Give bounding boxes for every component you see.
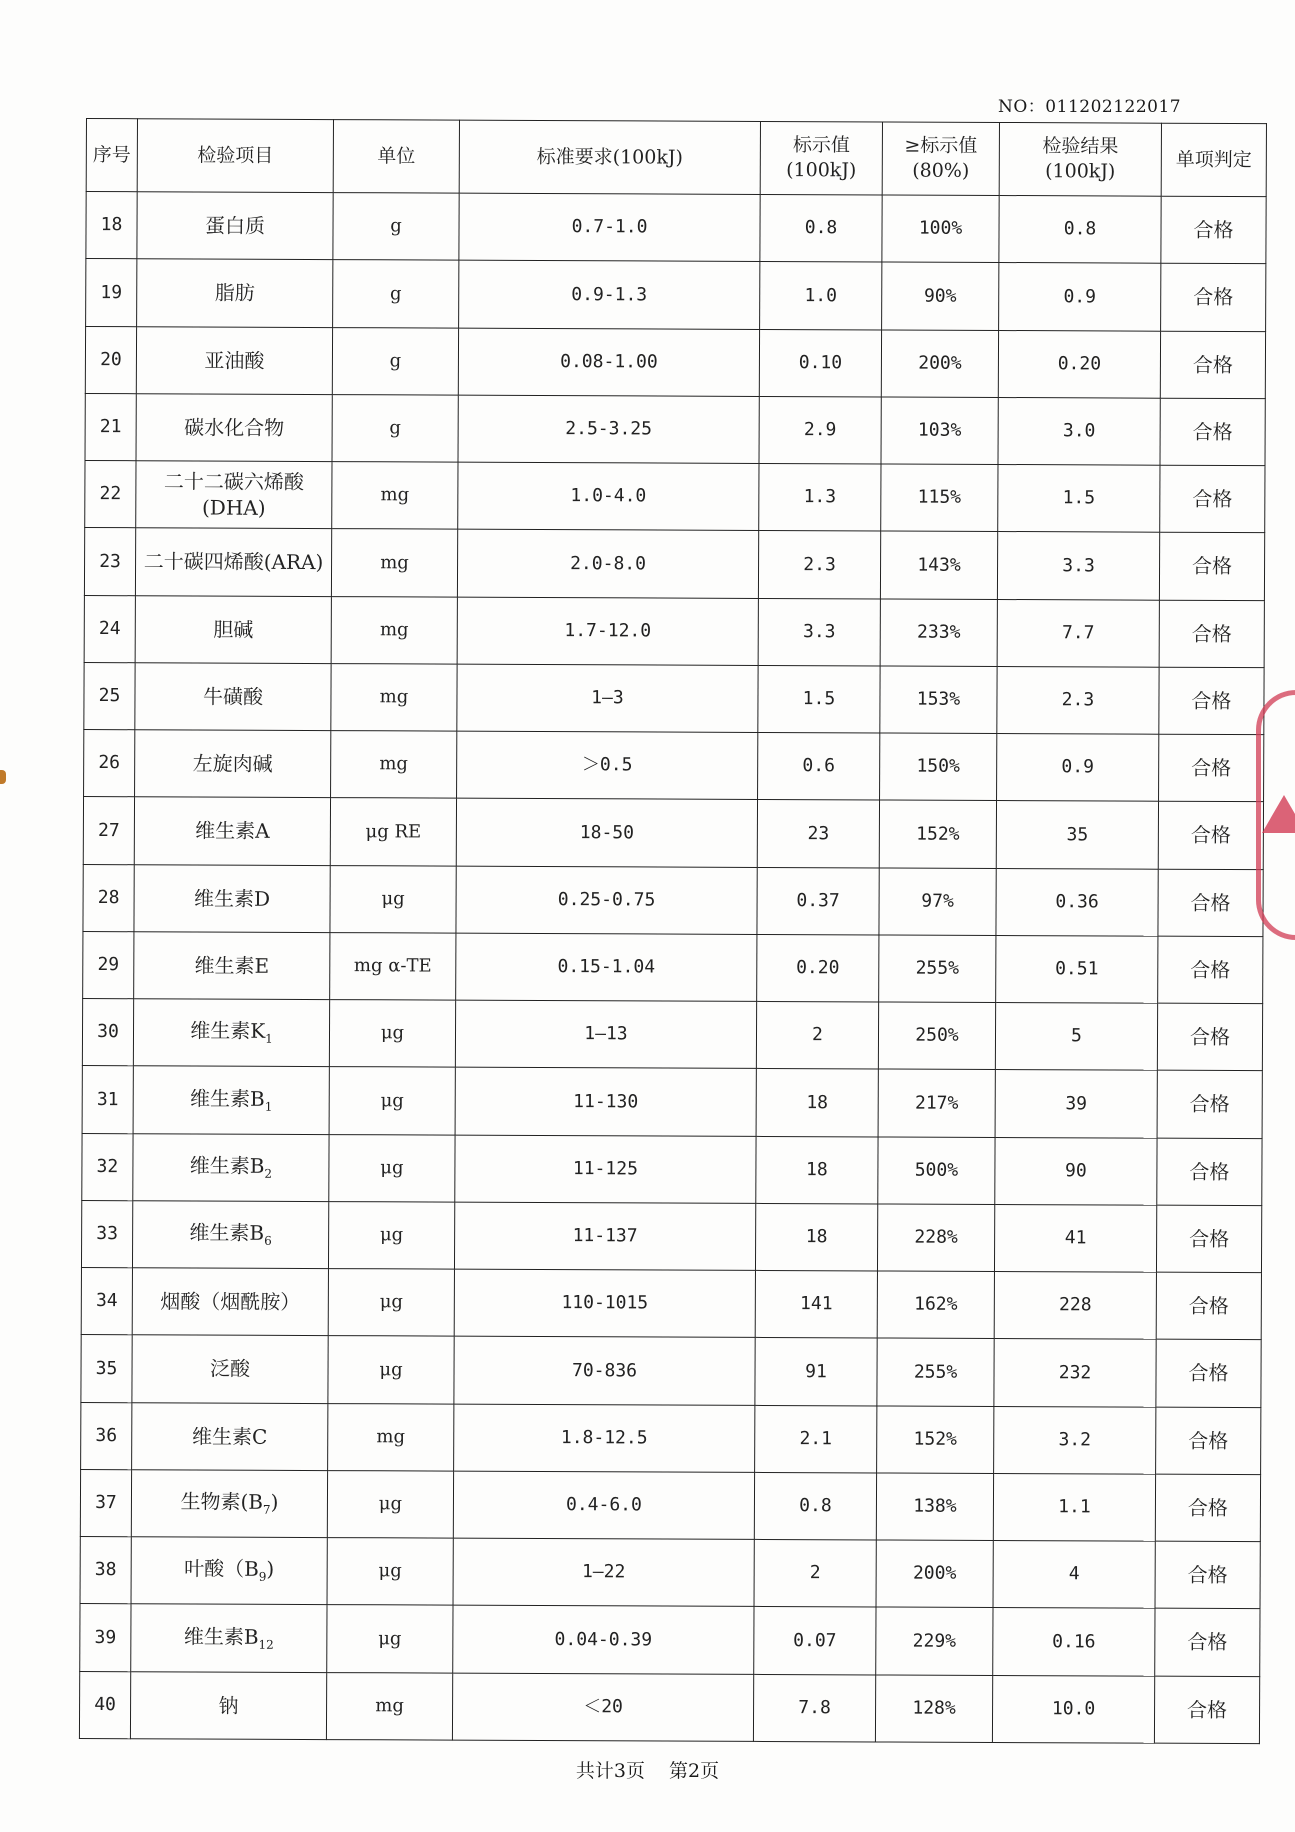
cell-label-value: 18 [756,1069,878,1137]
cell-pct: 233% [880,598,997,666]
cell-no: 33 [81,1200,132,1267]
cell-verdict: 合格 [1160,331,1265,399]
cell-unit: μg RE [330,798,456,866]
table-row [81,1402,1261,1474]
cell-verdict: 合格 [1156,1339,1261,1407]
cell-label-value: 141 [755,1270,877,1338]
cell-pct: 90% [882,262,999,330]
header-result: 检验结果 (100kJ) [999,122,1161,196]
cell-pct: 228% [877,1204,994,1272]
cell-pct: 143% [880,531,997,599]
cell-standard: 11-130 [455,1067,756,1136]
cell-result: 228 [994,1271,1156,1339]
cell-item [132,1402,328,1470]
item-name: 维生素B [189,1153,265,1178]
cell-result: 0.8 [999,195,1161,263]
cell-standard: 18-50 [456,798,757,867]
table-row [83,797,1263,869]
table-row [85,393,1265,465]
cell-label-value: 23 [757,800,879,868]
table-row [83,931,1263,1003]
cell-verdict: 合格 [1160,465,1265,533]
cell-result: 0.20 [998,330,1160,398]
item-name: 维生素E [194,953,270,978]
cell-verdict: 合格 [1155,1474,1260,1542]
cell-verdict: 合格 [1154,1676,1259,1744]
cell-unit: mg [326,1672,452,1740]
cell-pct: 128% [875,1674,992,1742]
cell-item [131,1604,327,1672]
cell-pct: 97% [879,867,996,935]
item-subscript: 1 [265,1032,273,1047]
cell-no: 26 [84,729,135,796]
cell-standard: 1.8-12.5 [454,1404,755,1473]
item-name: 蛋白质 [204,213,266,238]
cell-no: 28 [83,864,134,931]
cell-no: 39 [80,1604,131,1671]
cell-label-value: 2.1 [755,1405,877,1473]
cell-result: 2.3 [997,666,1159,734]
cell-label-value: 0.10 [759,329,881,397]
table-row [86,192,1266,264]
cell-standard: 0.7-1.0 [459,193,760,262]
cell-no: 22 [85,460,136,527]
cell-pct: 115% [881,464,998,532]
cell-standard: 1—3 [457,664,758,733]
cell-item [136,461,332,529]
cell-label-value: 2.9 [759,396,881,464]
cell-standard: 1—22 [453,1538,754,1607]
item-subscript: 7 [262,1502,271,1517]
cell-unit: g [333,260,459,328]
table-row [85,460,1265,532]
cell-no: 35 [81,1335,132,1402]
cell-item [132,1268,328,1336]
item-name: 泛酸 [209,1356,251,1382]
item-name: 胆碱 [213,617,254,642]
cell-no: 23 [84,528,135,595]
cell-result: 90 [995,1137,1157,1205]
cell-unit: mg [331,529,457,597]
cell-unit: mg [328,1403,454,1471]
item-name: 亚油酸 [204,348,265,373]
item-name: 二十二碳六烯酸 (DHA) [163,469,304,520]
cell-pct: 500% [878,1136,995,1204]
cell-pct: 152% [879,800,996,868]
table-row [82,1066,1262,1138]
table-row [80,1604,1260,1676]
cell-pct: 255% [879,935,996,1003]
cell-item [132,1200,328,1268]
item-name: 碳水化合物 [184,415,285,440]
cell-pct: 103% [881,397,998,465]
cell-verdict: 合格 [1160,398,1265,466]
cell-result: 3.3 [997,532,1159,600]
item-name: 维生素B [189,1220,265,1245]
cell-item [136,393,332,461]
cell-standard: 2.5-3.25 [458,395,759,464]
cell-no: 37 [80,1469,131,1536]
cell-standard: 0.9-1.3 [459,260,760,329]
cell-item [135,662,331,730]
cell-result: 0.9 [997,733,1159,801]
cell-unit: μg [329,1067,455,1135]
cell-verdict: 合格 [1156,1407,1261,1475]
cell-standard: 0.4-6.0 [453,1471,754,1540]
cell-pct: 200% [876,1540,993,1608]
cell-verdict: 合格 [1159,600,1264,668]
cell-result: 0.16 [993,1608,1155,1676]
cell-unit: μg [329,1134,455,1202]
item-name: 叶酸（B [184,1556,259,1582]
cell-no: 21 [85,393,136,460]
cell-label-value: 1.3 [759,463,881,531]
cell-item [135,595,331,663]
item-name: 维生素D [194,886,271,911]
cell-unit: μg [329,1000,455,1068]
header-item: 检验项目 [137,119,333,193]
cell-verdict: 合格 [1157,1138,1262,1206]
cell-result: 3.0 [998,397,1160,465]
table-row [84,595,1264,667]
cell-no: 40 [79,1671,130,1739]
cell-result: 41 [994,1204,1156,1272]
cell-pct: 255% [877,1338,994,1406]
cell-unit: μg [328,1336,454,1404]
table-row [81,1200,1261,1272]
cell-label-value: 2 [756,1001,878,1069]
cell-pct: 100% [882,195,999,263]
table-row [79,1671,1259,1744]
cell-standard: 110-1015 [454,1269,755,1338]
header-verdict: 单项判定 [1161,123,1266,196]
cell-label-value: 3.3 [758,598,880,666]
report-number: NO：011202122017 [998,97,1182,117]
item-tail: ) [266,1557,275,1582]
cell-standard: 0.15-1.04 [456,933,757,1002]
test-results-table [79,118,1267,1744]
cell-standard: 1.7-12.0 [457,597,758,666]
cell-standard: 11-137 [454,1202,755,1271]
table-row [83,864,1263,936]
table-row [84,662,1264,734]
item-subscript: 12 [258,1637,274,1652]
cell-result: 5 [995,1002,1157,1070]
table-row [80,1536,1260,1608]
cell-result: 35 [996,801,1158,869]
cell-verdict: 合格 [1161,196,1266,264]
cell-unit: g [333,193,459,261]
cell-result: 7.7 [997,599,1159,667]
table-row [81,1267,1261,1339]
table-row [86,259,1266,331]
cell-unit: μg [327,1605,453,1673]
item-name: 维生素B [190,1086,265,1111]
cell-verdict: 合格 [1155,1541,1260,1609]
cell-pct: 217% [878,1069,995,1137]
cell-unit: mg [331,596,457,664]
cell-label-value: 0.6 [758,732,880,800]
item-name: 脂肪 [214,280,255,306]
cell-standard: 0.25-0.75 [456,866,757,935]
cell-unit: μg [327,1538,453,1606]
item-name: 牛磺酸 [202,684,264,709]
table-row [85,326,1265,398]
cell-no: 29 [83,931,134,998]
cell-unit: g [332,394,458,462]
cell-item [137,192,333,260]
header-pct: ≥标示值 (80%) [882,122,999,196]
item-name: 烟酸（烟酰胺） [160,1289,301,1315]
cell-no: 36 [81,1402,132,1469]
cell-result: 39 [995,1070,1157,1138]
cell-verdict: 合格 [1158,869,1263,937]
cell-no: 32 [82,1133,133,1200]
cell-result: 1.5 [998,464,1160,532]
cell-verdict: 合格 [1161,263,1266,331]
cell-no: 27 [83,797,134,864]
table-row [84,729,1264,801]
cell-no: 24 [84,595,135,662]
cell-standard: 0.04-0.39 [453,1605,754,1674]
table-row [82,998,1262,1070]
cell-result: 0.51 [996,935,1158,1003]
cell-standard: 0.08-1.00 [458,328,759,397]
item-subscript: 2 [264,1166,273,1181]
cell-item [133,1133,329,1201]
cell-item [137,259,333,327]
cell-pct: 229% [876,1607,993,1675]
cell-unit: μg [328,1201,454,1269]
cell-label-value: 2 [754,1539,876,1607]
cell-item [132,1335,328,1403]
cell-label-value: 1.5 [758,665,880,733]
cell-item [131,1537,327,1605]
item-name: 维生素A [195,818,270,844]
cell-result: 232 [994,1339,1156,1407]
cell-label-value: 0.8 [754,1472,876,1540]
cell-result: 4 [993,1540,1155,1608]
item-name: 维生素B [183,1624,259,1649]
cell-label-value: 91 [755,1338,877,1406]
cell-standard: 70-836 [454,1336,755,1405]
table-header-row [86,119,1266,197]
cell-result: 0.36 [996,868,1158,936]
cell-unit: mg [331,731,457,799]
cell-verdict: 合格 [1159,734,1264,802]
cell-pct: 152% [877,1405,994,1473]
table-row [82,1133,1262,1205]
cell-standard: 1—13 [455,1000,756,1069]
cell-item [136,326,332,394]
item-subscript: 6 [264,1233,272,1248]
cell-item [130,1671,326,1739]
cell-verdict: 合格 [1155,1608,1260,1676]
cell-item [134,797,330,865]
cell-verdict: 合格 [1158,801,1263,869]
cell-verdict: 合格 [1159,667,1264,735]
item-subscript: 9 [258,1570,267,1585]
cell-label-value: 0.37 [757,867,879,935]
cell-unit: mg α-TE [330,932,456,1000]
item-name: 左旋肉碱 [192,751,273,776]
item-subscript: 1 [264,1099,273,1114]
cell-no: 30 [82,998,133,1065]
scan-edge-mark [0,770,6,784]
header-label-value: 标示值 (100kJ) [760,121,882,195]
cell-no: 18 [86,192,137,259]
table-body [79,192,1266,1744]
cell-pct: 250% [878,1002,995,1070]
item-name: 二十碳四烯酸(ARA) [143,549,324,575]
cell-standard: 11-125 [455,1135,756,1204]
cell-verdict: 合格 [1157,1003,1262,1071]
cell-item [135,730,331,798]
cell-no: 31 [82,1066,133,1133]
cell-unit: μg [327,1470,453,1538]
item-name: 维生素C [192,1424,268,1449]
cell-unit: mg [331,663,457,731]
cell-result: 3.2 [994,1406,1156,1474]
cell-pct: 153% [880,666,997,734]
cell-no: 38 [80,1536,131,1603]
item-tail: ) [270,1489,279,1514]
item-name: 钠 [218,1693,239,1718]
cell-verdict: 合格 [1159,532,1264,600]
table-row [84,528,1264,600]
page-footer: 共计3页 第2页 [575,1760,720,1782]
cell-verdict: 合格 [1157,1070,1262,1138]
cell-label-value: 18 [755,1203,877,1271]
cell-label-value: 0.07 [754,1607,876,1675]
cell-standard: ＜20 [452,1673,753,1742]
cell-item [135,528,331,596]
cell-verdict: 合格 [1156,1205,1261,1273]
cell-no: 34 [81,1267,132,1334]
cell-item [133,999,329,1067]
table-row [80,1469,1260,1541]
item-name: 生物素(B [180,1489,264,1514]
cell-label-value: 7.8 [753,1674,875,1742]
cell-item [134,931,330,999]
cell-standard: 1.0-4.0 [458,462,759,531]
cell-no: 20 [85,326,136,393]
cell-standard: ＞0.5 [457,731,758,800]
cell-standard: 2.0-8.0 [457,529,758,598]
cell-label-value: 0.20 [757,934,879,1002]
cell-verdict: 合格 [1156,1272,1261,1340]
cell-pct: 138% [876,1473,993,1541]
header-unit: 单位 [333,120,459,194]
table-row [81,1335,1261,1407]
cell-pct: 162% [877,1271,994,1339]
cell-result: 0.9 [999,263,1161,331]
seal-star-mark [1262,795,1295,833]
cell-pct: 150% [880,733,997,801]
cell-label-value: 2.3 [758,531,880,599]
cell-label-value: 18 [756,1136,878,1204]
cell-verdict: 合格 [1158,936,1263,1004]
cell-result: 10.0 [992,1675,1154,1743]
cell-result: 1.1 [993,1473,1155,1541]
header-standard: 标准要求(100kJ) [459,120,760,194]
cell-unit: μg [330,865,456,933]
cell-unit: mg [332,462,458,530]
cell-no: 19 [86,259,137,326]
cell-item [131,1469,327,1537]
item-name: 维生素K [190,1018,266,1044]
cell-label-value: 1.0 [760,262,882,330]
cell-item [133,1066,329,1134]
cell-unit: g [332,327,458,395]
cell-unit: μg [328,1269,454,1337]
cell-no: 25 [84,662,135,729]
header-no: 序号 [86,119,137,192]
cell-item [134,864,330,932]
cell-pct: 200% [881,329,998,397]
cell-label-value: 0.8 [760,194,882,262]
